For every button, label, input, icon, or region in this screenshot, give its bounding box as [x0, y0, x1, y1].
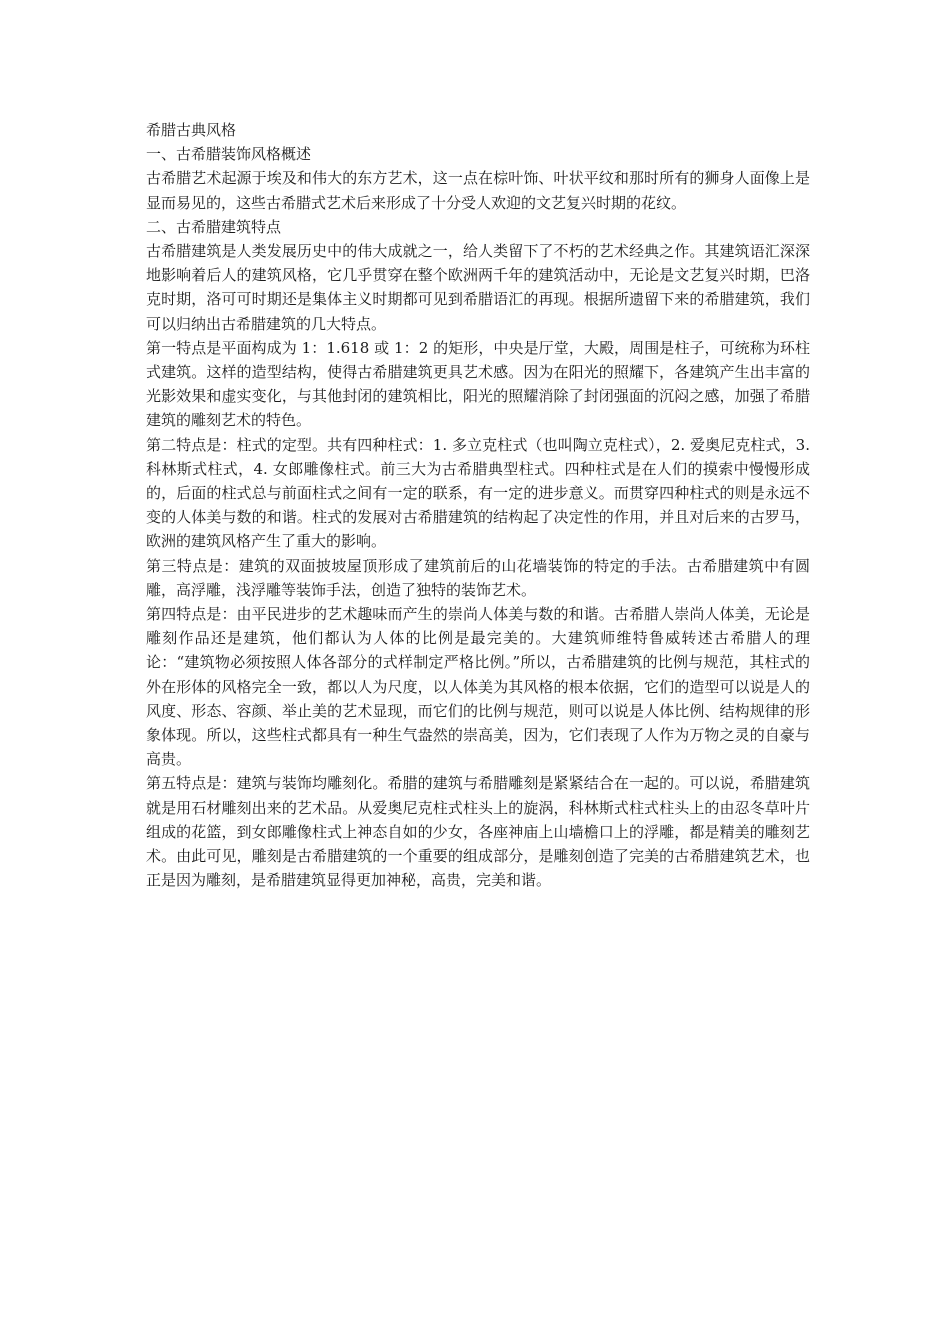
- paragraph: 第一特点是平面构成为 1：1.618 或 1：2 的矩形，中央是厅堂，大殿，周围是柱子，可统称为环柱式建筑。这样的造型结构，使得古希腊建筑更具艺术感。因为在阳光的照耀下，各建筑产生出丰富的光影效果和虚实变化，与其他封闭的建筑相比，阳光的照耀消除了封闭强面的沉闷之感，加强了希腊建筑的雕刻艺术的特色。: [146, 338, 810, 430]
- paragraph: 第二特点是：柱式的定型。共有四种柱式：1. 多立克柱式（也叫陶立克柱式），2. 爱奥尼克柱式，3. 科林斯式柱式，4. 女郎雕像柱式。前三大为古希腊典型柱式。四种柱式是在人们的摸索中慢慢形成的，后面的柱式总与前面柱式之间有一定的联系，有一定的进步意义。而贯穿四种柱式的则是永远不变的人体美与数的和谐。柱式的发展对古希腊建筑的结构起了决定性的作用，并且对后来的古罗马，欧洲的建筑风格产生了重大的影响。: [146, 435, 810, 551]
- document-title: 希腊古典风格: [146, 121, 237, 139]
- section-heading-1: 一、古希腊装饰风格概述: [146, 145, 312, 164]
- document-body: [146, 118, 810, 893]
- paragraph: 第四特点是：由平民进步的艺术趣味而产生的崇尚人体美与数的和谐。古希腊人崇尚人体美，无论是雕刻作品还是建筑，他们都认为人体的比例是最完美的。大建筑师维特鲁威转述古希腊人的理论：“建筑物必须按照人体各部分的式样制定严格比例。”所以，古希腊建筑的比例与规范，其柱式的外在形体的风格完全一致，都以人为尺度，以人体美为其风格的根本依据，它们的造型可以说是人的风度、形态、容颜、举止美的艺术显现，而它们的比例与规范，则可以说是人体比例、结构规律的形象体现。所以，这些柱式都具有一种生气盎然的崇高美，因为，它们表现了人作为万物之灵的自豪与高贵。: [146, 605, 810, 769]
- paragraph: 第三特点是：建筑的双面披坡屋顶形成了建筑前后的山花墙装饰的特定的手法。古希腊建筑中有圆雕，高浮雕，浅浮雕等装饰手法，创造了独特的装饰艺术。: [146, 556, 810, 599]
- section-heading-2: 二、古希腊建筑特点: [146, 217, 282, 236]
- paragraph: 古希腊艺术起源于埃及和伟大的东方艺术，这一点在棕叶饰、叶状平纹和那时所有的狮身人面像上是显而易见的，这些古希腊式艺术后来形成了十分受人欢迎的文艺复兴时期的花纹。: [146, 169, 810, 212]
- paragraph: 第五特点是：建筑与装饰均雕刻化。希腊的建筑与希腊雕刻是紧紧结合在一起的。可以说，希腊建筑就是用石材雕刻出来的艺术品。从爱奥尼克柱式柱头上的旋涡，科林斯式柱式柱头上的由忍冬草叶片组成的花篮，到女郎雕像柱式上神态自如的少女，各座神庙上山墙檐口上的浮雕，都是精美的雕刻艺术。由此可见，雕刻是古希腊建筑的一个重要的组成部分，是雕刻创造了完美的古希腊建筑艺术，也正是因为雕刻，是希腊建筑显得更加神秘，高贵，完美和谐。: [146, 774, 810, 890]
- paragraph: 古希腊建筑是人类发展历史中的伟大成就之一，给人类留下了不朽的艺术经典之作。其建筑语汇深深地影响着后人的建筑风格，它几乎贯穿在整个欧洲两千年的建筑活动中，无论是文艺复兴时期，巴洛克时期，洛可可时期还是集体主义时期都可见到希腊语汇的再现。根据所遗留下来的希腊建筑，我们可以归纳出古希腊建筑的几大特点。: [146, 242, 810, 333]
